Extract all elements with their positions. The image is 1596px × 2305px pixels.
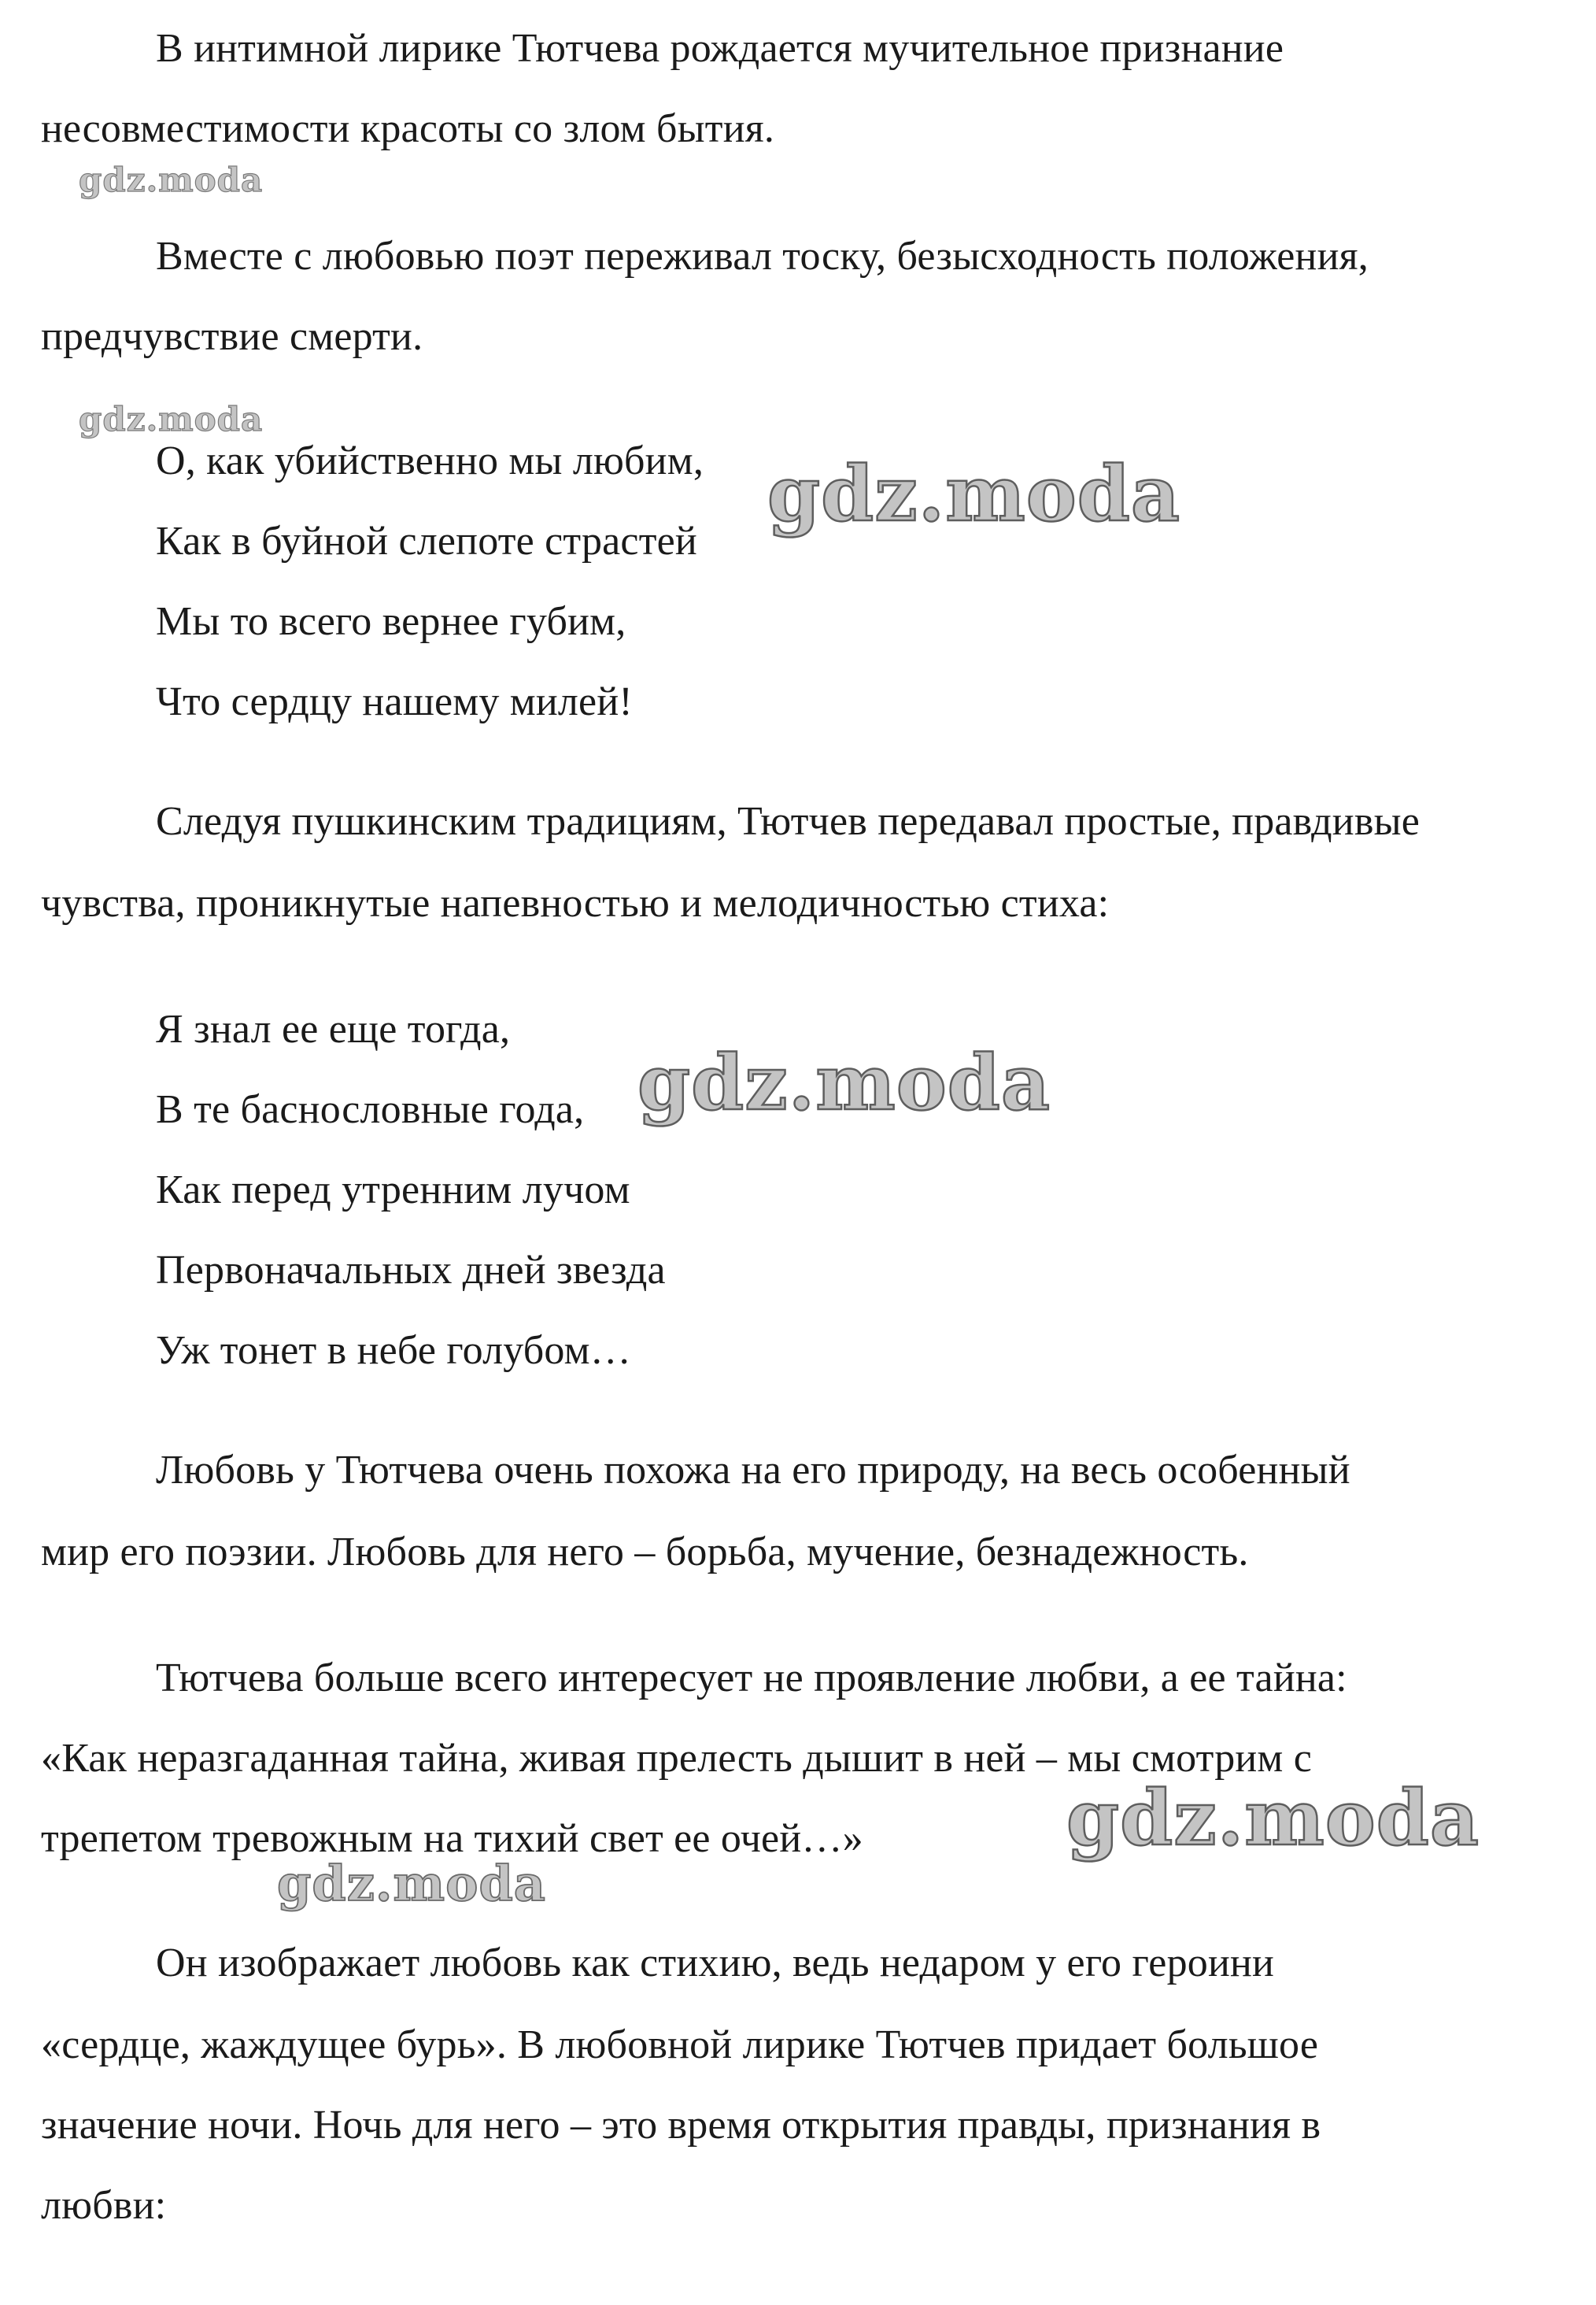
poem-2-line-1: Я знал ее еще тогда,: [156, 1007, 511, 1052]
paragraph-1-line-2: несовместимости красоты со злом бытия.: [41, 106, 775, 151]
watermark: gdz.moda: [79, 400, 264, 438]
paragraph-6-line-4: любви:: [41, 2183, 167, 2228]
poem-2-line-3: Как перед утренним лучом: [156, 1167, 630, 1212]
paragraph-6-line-1: Он изображает любовь как стихию, ведь недаром у его героини: [156, 1941, 1275, 1985]
watermark: gdz.moda: [79, 161, 264, 199]
watermark: gdz.moda: [637, 1038, 1051, 1127]
paragraph-4-line-2: мир его поэзии. Любовь для него – борьба, мучение, безнадежность.: [41, 1530, 1249, 1574]
paragraph-5-line-1: Тютчева больше всего интересует не проявление любви, а ее тайна:: [156, 1656, 1347, 1700]
poem-2-line-5: Уж тонет в небе голубом…: [156, 1328, 631, 1373]
paragraph-6-line-2: «сердце, жаждущее бурь». В любовной лирике Тютчев придает большое: [41, 2022, 1319, 2067]
paragraph-5-line-3: трепетом тревожным на тихий свет ее очей…»: [41, 1816, 863, 1861]
paragraph-2-line-1: Вместе с любовью поэт переживал тоску, безысходность положения,: [156, 234, 1369, 279]
paragraph-2-line-2: предчувствие смерти.: [41, 314, 423, 359]
watermark: gdz.moda: [767, 450, 1181, 538]
paragraph-3-line-1: Следуя пушкинским традициям, Тютчев передавал простые, правдивые: [156, 799, 1420, 844]
poem-2-line-4: Первоначальных дней звезда: [156, 1248, 666, 1293]
paragraph-3-line-2: чувства, проникнутые напевностью и мелодичностью стиха:: [41, 881, 1110, 926]
watermark: gdz.moda: [277, 1855, 546, 1912]
paragraph-5-line-2: «Как неразгаданная тайна, живая прелесть дышит в ней – мы смотрим с: [41, 1736, 1313, 1781]
poem-1-line-3: Мы то всего вернее губим,: [156, 599, 626, 644]
paragraph-4-line-1: Любовь у Тютчева очень похожа на его природу, на весь особенный: [156, 1448, 1350, 1493]
poem-1-line-4: Что сердцу нашему милей!: [156, 679, 633, 724]
watermark: gdz.moda: [1066, 1774, 1480, 1863]
poem-2-line-2: В те баснословные года,: [156, 1087, 585, 1132]
paragraph-6-line-3: значение ночи. Ночь для него – это время открытия правды, признания в: [41, 2103, 1321, 2148]
paragraph-1-line-1: В интимной лирике Тютчева рождается мучительное признание: [156, 26, 1284, 71]
poem-1-line-1: О, как убийственно мы любим,: [156, 438, 704, 483]
poem-1-line-2: Как в буйной слепоте страстей: [156, 519, 697, 564]
